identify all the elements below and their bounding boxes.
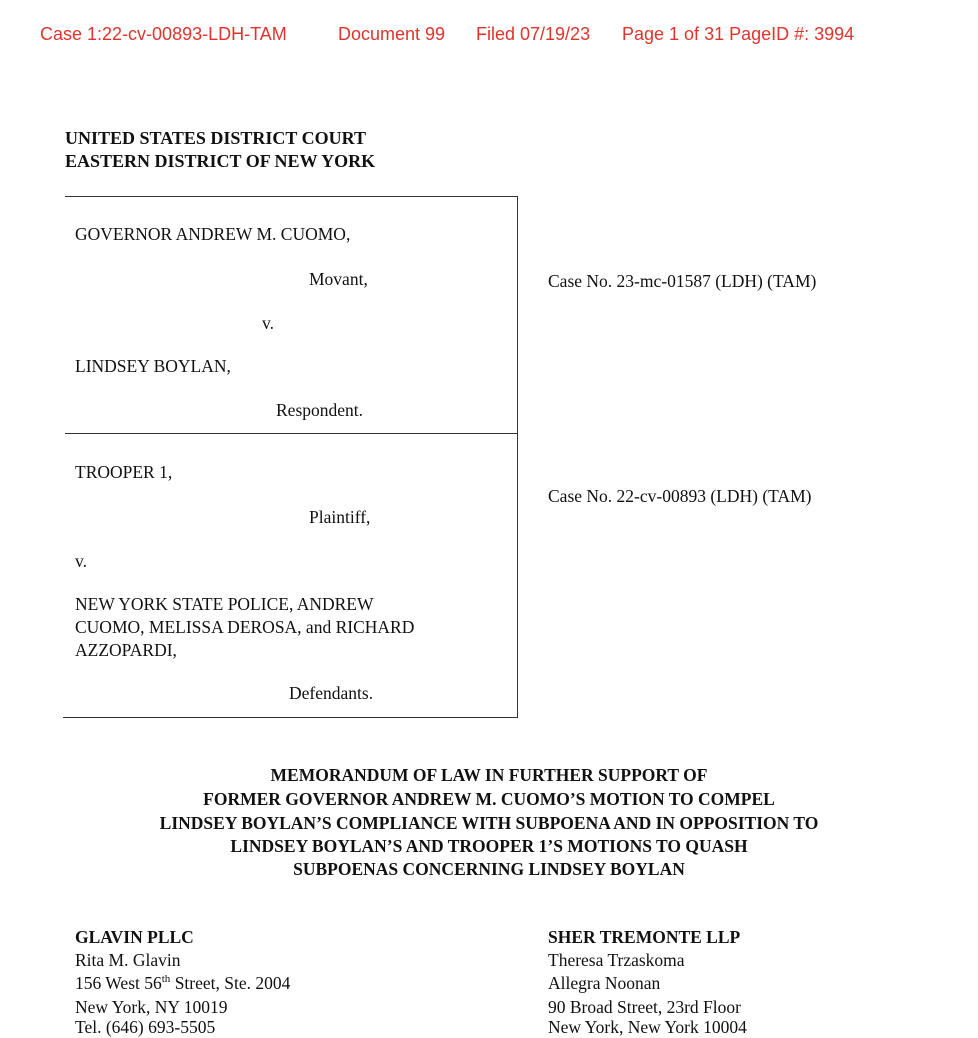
caption-vertical-rule (517, 196, 518, 718)
caption2-defendants-line1: NEW YORK STATE POLICE, ANDREW (75, 594, 374, 614)
caption2-defendants-line2: CUOMO, MELISSA DEROSA, and RICHARD (75, 617, 415, 637)
caption1-case-number: Case No. 23-mc-01587 (LDH) (TAM) (548, 271, 817, 291)
caption1-respondent-role: Respondent. (276, 400, 364, 420)
counsel-right-partial: New York, New York 10004 (548, 1017, 747, 1037)
caption-middle-rule (65, 433, 518, 434)
caption2-versus: v. (75, 551, 87, 571)
counsel-right-attorney2: Allegra Noonan (548, 973, 661, 993)
counsel-left-address-sup: th (161, 973, 171, 986)
counsel-left-city: New York, NY 10019 (75, 997, 228, 1017)
counsel-left-address-post: Street, Ste. 2004 (170, 973, 291, 993)
caption2-defendants-role: Defendants. (289, 683, 374, 703)
counsel-left-partial: Tel. (646) 693-5505 (75, 1017, 216, 1037)
caption-top-rule (65, 196, 518, 197)
caption-bottom-rule (63, 717, 518, 718)
ecf-document-number: Document 99 (338, 24, 446, 44)
counsel-right-attorney1: Theresa Trzaskoma (548, 950, 685, 970)
caption1-movant-role: Movant, (309, 269, 368, 289)
ecf-case-number: Case 1:22-cv-00893-LDH-TAM (40, 24, 287, 44)
document-title-line3: LINDSEY BOYLAN’S COMPLIANCE WITH SUBPOENA AND IN OPPOSITION TO (159, 813, 819, 833)
document-title-line5: SUBPOENAS CONCERNING LINDSEY BOYLAN (293, 859, 685, 879)
ecf-filed-date: Filed 07/19/23 (476, 24, 591, 44)
counsel-right-address: 90 Broad Street, 23rd Floor (548, 997, 741, 1017)
court-name-line2: EASTERN DISTRICT OF NEW YORK (65, 151, 376, 171)
caption2-plaintiff-role: Plaintiff, (309, 507, 371, 527)
caption2-plaintiff-name: TROOPER 1, (75, 462, 173, 482)
counsel-left-attorney: Rita M. Glavin (75, 950, 181, 970)
caption1-versus: v. (262, 313, 274, 333)
counsel-right-firm: SHER TREMONTE LLP (548, 927, 741, 947)
counsel-left-firm: GLAVIN PLLC (75, 927, 194, 947)
caption1-movant-name: GOVERNOR ANDREW M. CUOMO, (75, 224, 351, 244)
ecf-page-info: Page 1 of 31 PageID #: 3994 (622, 24, 855, 44)
caption2-defendants-line3: AZZOPARDI, (75, 640, 177, 660)
caption1-respondent-name: LINDSEY BOYLAN, (75, 356, 231, 376)
document-title-line4: LINDSEY BOYLAN’S AND TROOPER 1’S MOTIONS TO QUASH (230, 836, 748, 856)
court-name-line1: UNITED STATES DISTRICT COURT (65, 128, 366, 148)
document-title-line1: MEMORANDUM OF LAW IN FURTHER SUPPORT OF (270, 765, 708, 785)
document-title-line2: FORMER GOVERNOR ANDREW M. CUOMO’S MOTION TO COMPEL (203, 789, 775, 809)
counsel-left-address (75, 973, 290, 994)
counsel-left-address-pre: 156 West 56 (75, 973, 162, 993)
caption2-case-number: Case No. 22-cv-00893 (LDH) (TAM) (548, 486, 812, 506)
